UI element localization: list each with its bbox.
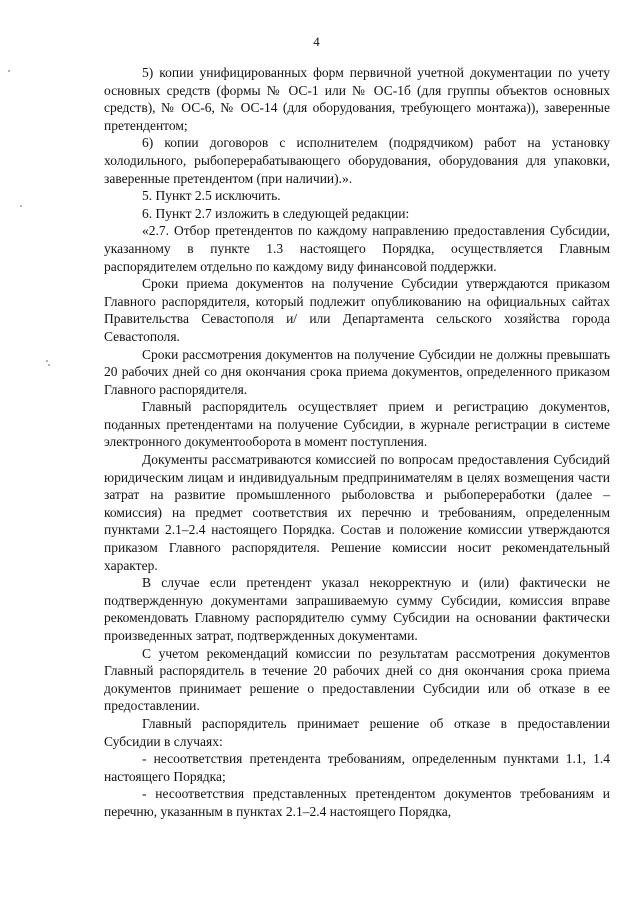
paragraph-item-6-copies-contracts: 6) копии договоров с исполнителем (подрядчиком) работ на установку холодильного, рыбоперерабатывающего оборудования, оборудования для упаковки, заверенные претендентом (при наличии).». [104, 135, 610, 186]
scan-speck [48, 364, 50, 366]
paragraph-point-5: 5. Пункт 2.5 исключить. [142, 188, 281, 204]
scan-speck [8, 70, 10, 72]
paragraph-incorrect-amount: В случае если претендент указал некорректную и (или) фактически не подтвержденную документами запрашиваемую сумму Субсидии, комиссия вправе рекомендовать Главному распорядителю сумму Субсидии на основании фактически произведенных затрат, подтвержденных документами. [104, 575, 610, 643]
scan-speck [20, 205, 22, 207]
paragraph-point-6: 6. Пункт 2.7 изложить в следующей редакции: [142, 205, 410, 221]
list-item-refusal-2: - несоответствия представленных претендентом документов требованиям и перечню, указанным в пунктах 2.1–2.4 настоящего Порядка, [104, 786, 610, 819]
document-body [104, 64, 610, 821]
page-number: 4 [313, 34, 320, 49]
paragraph-2-7-selection: «2.7. Отбор претендентов по каждому направлению предоставления Субсидии, указанному в пункте 1.3 настоящего Порядка, осуществляется Главным распорядителем отдельно по каждому виду финансовой поддержки. [104, 223, 610, 274]
scan-speck [46, 360, 48, 362]
paragraph-submission-deadlines: Сроки приема документов на получение Субсидии утверждаются приказом Главного распорядителя, который подлежит опубликованию на официальных сайтах Правительства Севастополя и/ или Департамента сельского хозяйства города Севастополя. [104, 276, 610, 344]
list-item-refusal-1: - несоответствия претендента требованиям, определенным пунктами 1.1, 1.4 настоящего Порядка; [104, 751, 610, 784]
paragraph-registration: Главный распорядитель осуществляет прием и регистрацию документов, поданных претендентами на получение Субсидии, в журнале регистрации в системе электронного документооборота в момент поступления. [104, 399, 610, 450]
paragraph-item-5-copies-forms: 5) копии унифицированных форм первичной учетной документации по учету основных средств (формы № ОС-1 или № ОС-1б (для группы объектов основных средств), № ОС-6, № ОС-14 (для оборудования, требующего монтажа)), заверенные претендентом; [104, 65, 610, 133]
paragraph-review-deadlines: Сроки рассмотрения документов на получение Субсидии не должны превышать 20 рабочих дней со дня окончания срока приема документов, определенного приказом Главного распорядителя. [104, 346, 610, 397]
paragraph-refusal-cases: Главный распорядитель принимает решение об отказе в предоставлении Субсидии в случаях: [104, 715, 610, 749]
paragraph-commission: Документы рассматриваются комиссией по вопросам предоставления Субсидий юридическим лицам и индивидуальным предпринимателям в целях возмещения части затрат на развитие промышленного рыболовства и рыбопереработки (далее – комиссия) на предмет соответствия их перечню и требованиям, определенным пунктами 2.1–2.4 настоящего Порядка. Состав и положение комиссии утверждаются приказом Главного распорядителя. Решение комиссии носит рекомендательный характер. [104, 452, 610, 573]
paragraph-decision: С учетом рекомендаций комиссии по результатам рассмотрения документов Главный распорядитель в течение 20 рабочих дней со дня окончания срока приема документов принимает решение о предоставлении Субсидии или об отказе в ее предоставлении. [104, 645, 610, 714]
